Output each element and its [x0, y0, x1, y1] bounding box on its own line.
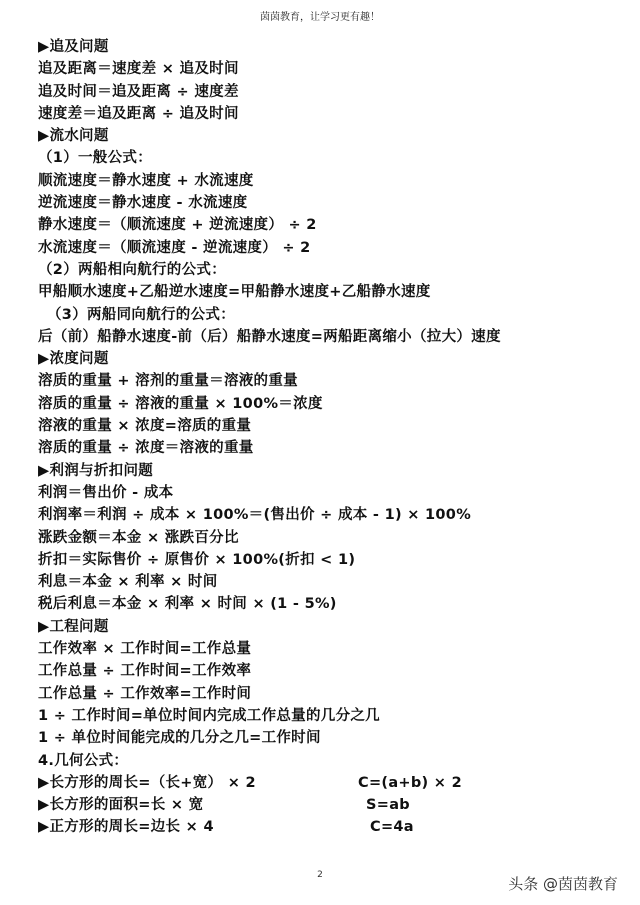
- geometry-formula-row: [38, 816, 628, 838]
- formula-line: 速度差＝追及距离 ÷ 追及时间: [38, 105, 239, 122]
- page-header: 茵茵教育，让学习更有趣！: [260, 12, 380, 23]
- formula-line: 利润率＝利润 ÷ 成本 × 100%＝(售出价 ÷ 成本 - 1) × 100%: [38, 507, 472, 524]
- formula-line: 1 ÷ 工作时间=单位时间内完成工作总量的几分之几: [38, 707, 380, 724]
- geometry-formula-symbolic: C=4a: [370, 819, 414, 836]
- formula-line: 逆流速度＝静水速度 - 水流速度: [38, 195, 248, 212]
- geometry-formula-symbolic: C=(a+b) × 2: [358, 774, 462, 791]
- section-heading: ▶追及问题: [38, 39, 109, 55]
- formula-line: 静水速度＝（顺流速度 + 逆流速度） ÷ 2: [38, 217, 317, 234]
- watermark: 头条 @茵茵教育: [508, 875, 618, 893]
- geometry-formula-row: [38, 772, 628, 794]
- formula-line: 水流速度＝（顺流速度 - 逆流速度） ÷ 2: [38, 239, 311, 256]
- formula-line: 工作总量 ÷ 工作效率=工作时间: [38, 685, 252, 702]
- formula-line: 甲船顺水速度+乙船逆水速度=甲船静水速度+乙船静水速度: [38, 284, 431, 301]
- formula-line: 溶质的重量 ÷ 浓度＝溶液的重量: [38, 440, 254, 457]
- formula-line: 追及时间＝追及距离 ÷ 速度差: [38, 83, 239, 100]
- formula-line: 税后利息＝本金 × 利率 × 时间 × (1 - 5%): [38, 596, 337, 613]
- formula-line: 利息＝本金 × 利率 × 时间: [38, 574, 218, 591]
- formula-line: 利润＝售出价 - 成本: [38, 484, 174, 501]
- formula-line: 追及距离＝速度差 × 追及时间: [38, 61, 239, 78]
- subsection-heading: （1）一般公式：: [38, 150, 152, 167]
- subsection-heading: （2）两船相向航行的公式：: [38, 261, 226, 278]
- formula-line: 后（前）船静水速度-前（后）船静水速度=两船距离缩小（拉大）速度: [38, 328, 501, 345]
- formula-line: 1 ÷ 单位时间能完成的几分之几=工作时间: [38, 730, 321, 747]
- formula-line: 溶质的重量 + 溶剂的重量＝溶液的重量: [38, 373, 298, 390]
- page-number: 2: [317, 870, 323, 880]
- subsection-heading: （3）两船同向航行的公式：: [47, 306, 235, 323]
- formula-line: 折扣＝实际售价 ÷ 原售价 × 100%(折扣 < 1): [38, 551, 356, 568]
- geometry-formula-text: ▶长方形的面积=长 × 宽: [38, 797, 204, 814]
- section-heading: ▶工程问题: [38, 618, 109, 635]
- section-heading: ▶流水问题: [38, 128, 109, 145]
- section-heading: 4.几何公式：: [38, 752, 129, 769]
- section-heading: ▶浓度问题: [38, 351, 109, 368]
- formula-line: 工作总量 ÷ 工作时间=工作效率: [38, 663, 252, 680]
- section-heading: ▶利润与折扣问题: [38, 462, 154, 479]
- geometry-formula-row: [38, 794, 628, 816]
- formula-line: 涨跌金额＝本金 × 涨跌百分比: [38, 529, 239, 546]
- geometry-formula-symbolic: S=ab: [366, 797, 410, 814]
- formula-line: 溶质的重量 ÷ 溶液的重量 × 100%＝浓度: [38, 395, 323, 412]
- document-body: [38, 36, 628, 839]
- formula-line: 工作效率 × 工作时间=工作总量: [38, 641, 252, 658]
- formula-line: 顺流速度＝静水速度 + 水流速度: [38, 172, 254, 189]
- formula-line: 溶液的重量 × 浓度=溶质的重量: [38, 418, 252, 435]
- geometry-formula-text: ▶正方形的周长=边长 × 4: [38, 819, 214, 836]
- geometry-formula-text: ▶长方形的周长=（长+宽） × 2: [38, 774, 256, 791]
